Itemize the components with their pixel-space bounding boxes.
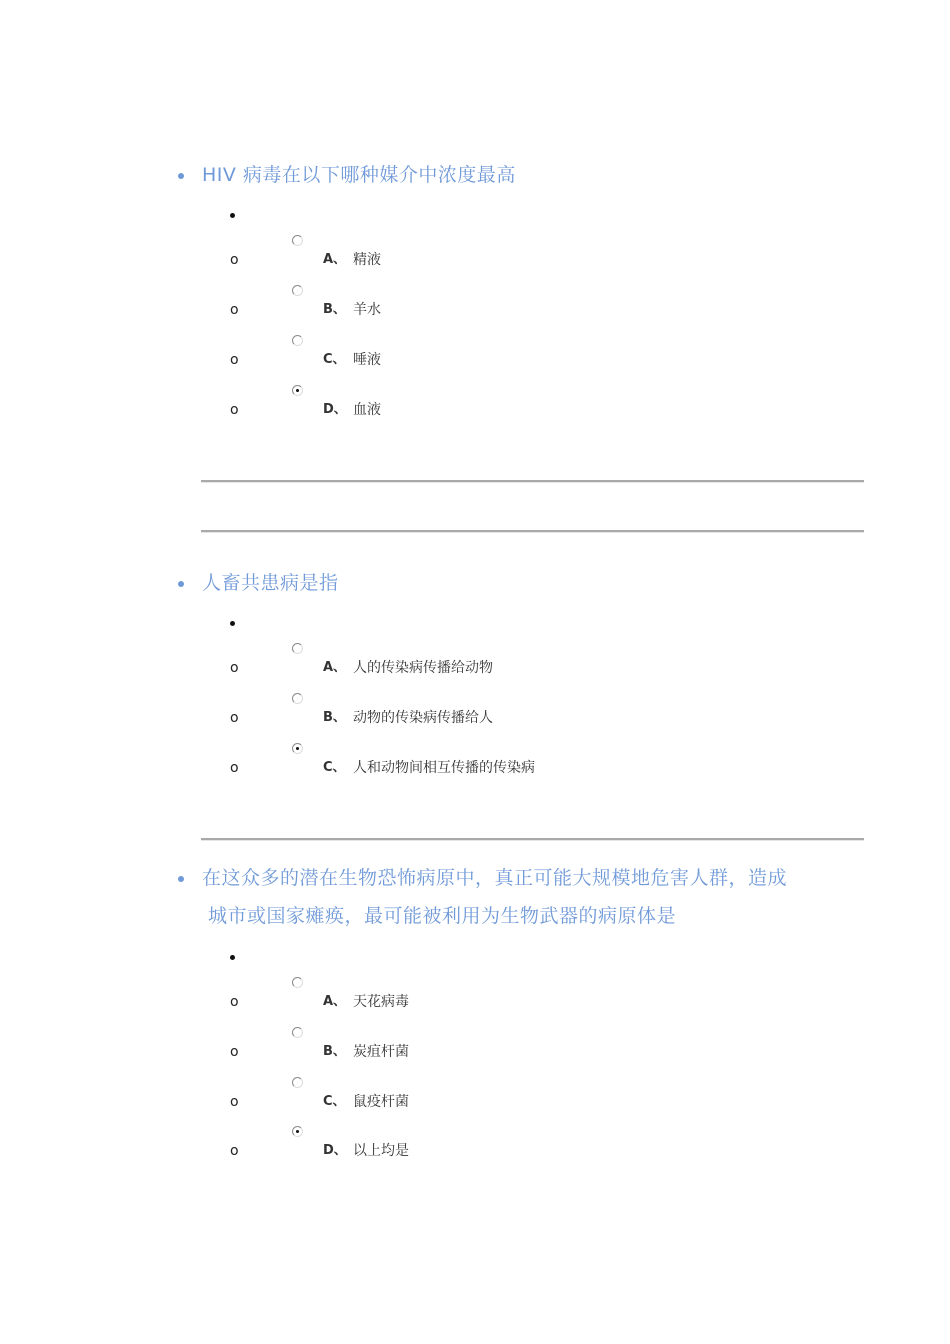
option-label: 鼠疫杆菌 bbox=[353, 1094, 409, 1110]
list-marker: o bbox=[230, 1143, 239, 1159]
radio-button[interactable] bbox=[292, 285, 303, 296]
radio-button-selected[interactable] bbox=[292, 743, 303, 754]
option-letter: C、 bbox=[323, 760, 346, 775]
list-marker: o bbox=[230, 994, 239, 1010]
option-letter: A、 bbox=[323, 994, 347, 1009]
list-marker: o bbox=[230, 1094, 239, 1110]
option-letter: A、 bbox=[323, 660, 347, 675]
option-label: 唾液 bbox=[353, 352, 381, 368]
question-title-continued: 城市或国家瘫痪，最可能被利用为生物武器的病原体是 bbox=[208, 905, 677, 927]
option-letter: B、 bbox=[323, 302, 346, 317]
radio-button[interactable] bbox=[292, 977, 303, 988]
list-marker: o bbox=[230, 660, 239, 676]
option-letter: D、 bbox=[323, 1143, 347, 1158]
question-title: 在这众多的潜在生物恐怖病原中，真正可能大规模地危害人群，造成 bbox=[202, 867, 788, 889]
question-bullet bbox=[178, 581, 184, 587]
option-letter: A、 bbox=[323, 252, 347, 267]
option-label: 血液 bbox=[353, 402, 381, 418]
divider bbox=[201, 530, 864, 533]
list-marker: o bbox=[230, 1044, 239, 1060]
option-label: 炭疽杆菌 bbox=[353, 1044, 409, 1060]
radio-button-selected[interactable] bbox=[292, 1126, 303, 1137]
list-bullet bbox=[230, 213, 235, 218]
list-marker: o bbox=[230, 710, 239, 726]
list-marker: o bbox=[230, 252, 239, 268]
question-title: 人畜共患病是指 bbox=[202, 572, 339, 594]
radio-button[interactable] bbox=[292, 1077, 303, 1088]
option-label: 精液 bbox=[353, 252, 381, 268]
list-marker: o bbox=[230, 352, 239, 368]
radio-button-selected[interactable] bbox=[292, 385, 303, 396]
option-letter: B、 bbox=[323, 710, 346, 725]
divider bbox=[201, 480, 864, 483]
list-marker: o bbox=[230, 302, 239, 318]
list-marker: o bbox=[230, 760, 239, 776]
option-label: 天花病毒 bbox=[353, 994, 409, 1010]
option-letter: C、 bbox=[323, 352, 346, 367]
question-title: HIV 病毒在以下哪种媒介中浓度最高 bbox=[202, 164, 516, 186]
radio-button[interactable] bbox=[292, 693, 303, 704]
option-letter: D、 bbox=[323, 402, 347, 417]
list-marker: o bbox=[230, 402, 239, 418]
radio-button[interactable] bbox=[292, 1027, 303, 1038]
divider bbox=[201, 838, 864, 841]
list-bullet bbox=[230, 955, 235, 960]
radio-button[interactable] bbox=[292, 235, 303, 246]
radio-button[interactable] bbox=[292, 643, 303, 654]
option-label: 动物的传染病传播给人 bbox=[353, 710, 493, 726]
question-bullet bbox=[178, 173, 184, 179]
list-bullet bbox=[230, 621, 235, 626]
option-label: 以上均是 bbox=[353, 1143, 409, 1159]
question-bullet bbox=[178, 876, 184, 882]
option-label: 羊水 bbox=[353, 302, 381, 318]
option-letter: B、 bbox=[323, 1044, 346, 1059]
option-label: 人和动物间相互传播的传染病 bbox=[353, 760, 535, 776]
radio-button[interactable] bbox=[292, 335, 303, 346]
option-letter: C、 bbox=[323, 1094, 346, 1109]
option-label: 人的传染病传播给动物 bbox=[353, 660, 493, 676]
